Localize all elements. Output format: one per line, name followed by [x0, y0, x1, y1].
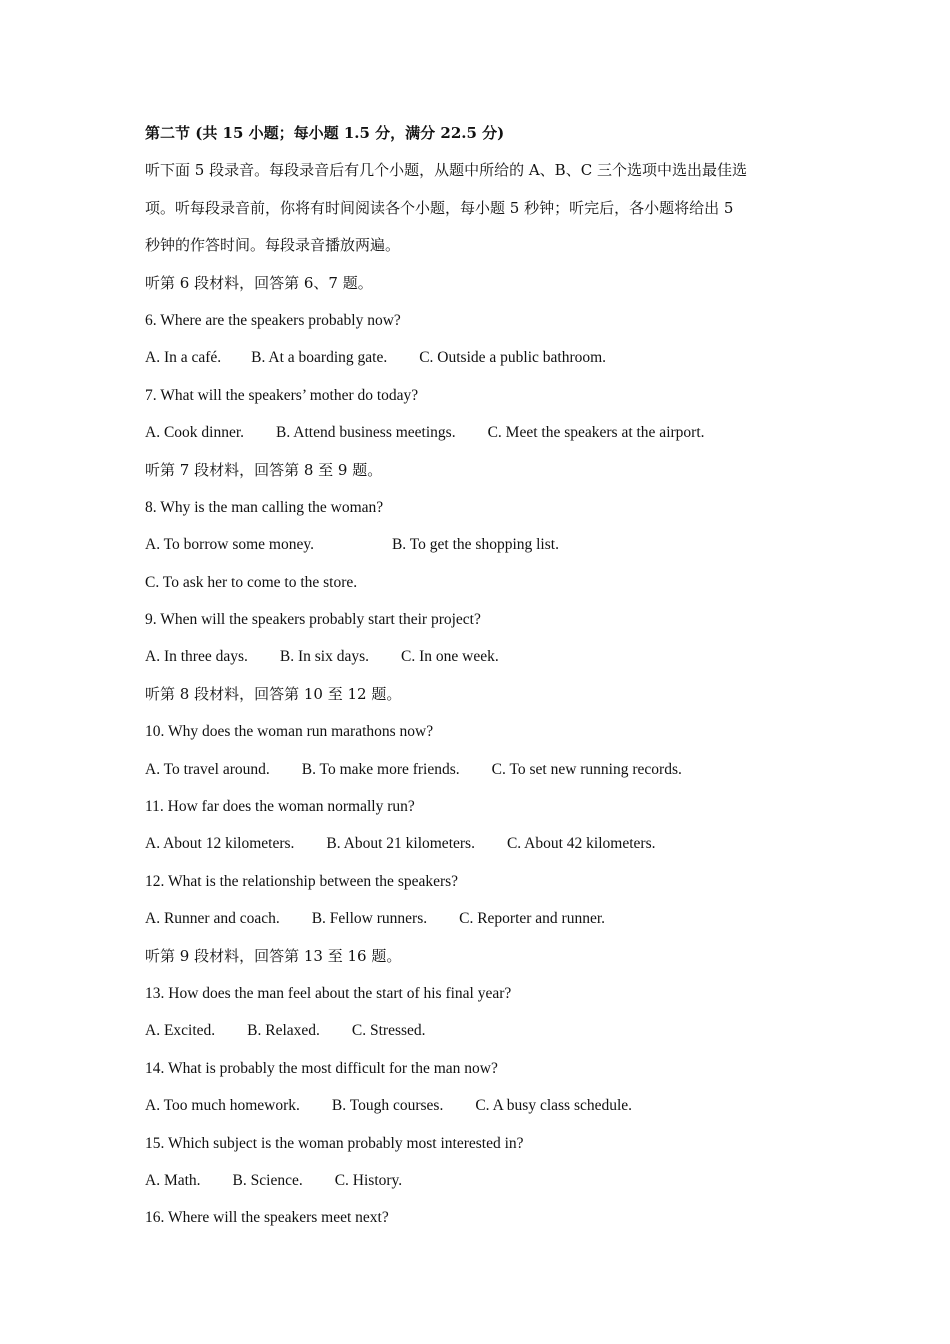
option-a: A. To travel around. — [145, 760, 270, 778]
question-stem: 12. What is the relationship between the speakers? — [145, 872, 459, 890]
option-row — [145, 751, 815, 788]
option-b: B. To get the shopping list. — [391, 536, 559, 554]
option-row — [145, 526, 815, 563]
instruction-line: 听下面 5 段录音。每段录音后有几个小题，从题中所给的 A、B、C 三个选项中选出最佳选 — [145, 161, 747, 180]
option-c: C. In one week. — [401, 648, 499, 666]
option-a: A. In a café. — [145, 349, 222, 367]
option-row — [145, 1087, 815, 1124]
option-c: C. Outside a public bathroom. — [419, 349, 607, 367]
option-row — [145, 414, 815, 451]
option-b: B. Attend business meetings. — [276, 424, 456, 442]
question-stem: 14. What is probably the most difficult for the man now? — [145, 1059, 498, 1077]
exam-page — [145, 115, 815, 1237]
option-c: C. Reporter and runner. — [459, 910, 606, 928]
option-b: B. Relaxed. — [247, 1022, 320, 1040]
question-stem: 8. Why is the man calling the woman? — [145, 498, 384, 516]
option-row — [145, 339, 815, 376]
option-c: C. To set new running records. — [491, 760, 682, 778]
option-b: B. About 21 kilometers. — [326, 835, 475, 853]
group-header: 听第 9 段材料，回答第 13 至 16 题。 — [145, 946, 402, 965]
question-stem: 13. How does the man feel about the start of his final year? — [145, 984, 512, 1002]
question-stem: 11. How far does the woman normally run? — [145, 798, 415, 816]
option-a: A. Cook dinner. — [145, 424, 245, 442]
option-a: A. In three days. — [145, 648, 248, 666]
question-stem: 9. When will the speakers probably start their project? — [145, 611, 481, 629]
option-b: B. To make more friends. — [301, 760, 460, 778]
option-c: C. About 42 kilometers. — [506, 835, 656, 853]
option-b: B. At a boarding gate. — [251, 349, 388, 367]
group-header: 听第 7 段材料，回答第 8 至 9 题。 — [145, 460, 383, 479]
option-c: C. A busy class schedule. — [475, 1097, 633, 1115]
instruction-line: 项。听每段录音前，你将有时间阅读各个小题，每小题 5 秒钟；听完后，各小题将给出 5 — [145, 198, 734, 217]
option-b: B. In six days. — [279, 648, 369, 666]
option-c: C. History. — [334, 1171, 403, 1189]
option-c: C. To ask her to come to the store. — [145, 573, 358, 591]
option-b: B. Tough courses. — [331, 1097, 444, 1115]
option-row — [145, 900, 815, 937]
option-c: C. Stressed. — [351, 1022, 426, 1040]
option-a: A. Excited. — [145, 1022, 216, 1040]
option-a: A. Runner and coach. — [145, 910, 280, 928]
instruction-line: 秒钟的作答时间。每段录音播放两遍。 — [145, 236, 401, 255]
option-a: A. Too much homework. — [145, 1097, 300, 1115]
group-header: 听第 8 段材料，回答第 10 至 12 题。 — [145, 684, 402, 703]
question-stem: 7. What will the speakers’ mother do today? — [145, 386, 419, 404]
option-a: A. About 12 kilometers. — [145, 835, 295, 853]
option-b: B. Fellow runners. — [311, 910, 428, 928]
question-stem: 10. Why does the woman run marathons now? — [145, 723, 434, 741]
question-stem: 16. Where will the speakers meet next? — [145, 1209, 389, 1227]
option-a: A. To borrow some money. — [145, 536, 314, 554]
option-row — [145, 638, 815, 675]
option-b: B. Science. — [232, 1171, 303, 1189]
section-title: 第二节 (共 15 小题；每小题 1.5 分，满分 22.5 分) — [145, 124, 505, 142]
option-row — [145, 1162, 815, 1199]
option-row — [145, 825, 815, 862]
question-stem: 15. Which subject is the woman probably most interested in? — [145, 1134, 524, 1152]
option-row — [145, 1012, 815, 1049]
option-c: C. Meet the speakers at the airport. — [487, 424, 705, 442]
option-a: A. Math. — [145, 1171, 201, 1189]
group-header: 听第 6 段材料，回答第 6、7 题。 — [145, 273, 373, 292]
question-stem: 6. Where are the speakers probably now? — [145, 311, 401, 329]
option-row — [145, 564, 815, 601]
